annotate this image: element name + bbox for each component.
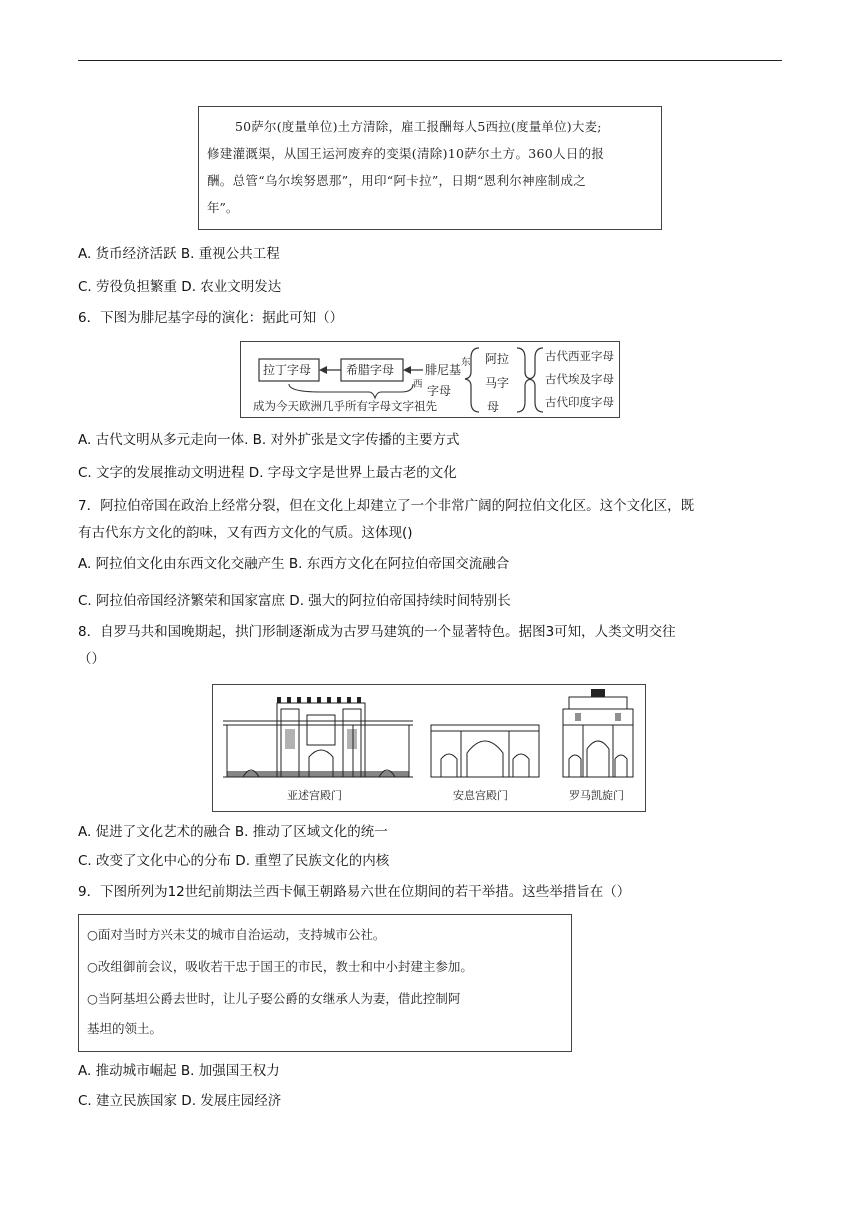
q8-gate-figure (212, 684, 646, 812)
q7-stem-line-1: 7．阿拉伯帝国在政治上经常分裂，但在文化上却建立了一个非常广阔的阿拉伯文化区。这个文化区，既 (78, 498, 695, 514)
q8-stem-line-1: 8．自罗马共和国晚期起，拱门形制逐渐成为古罗马建筑的一个显著特色。据图3可知，人类文明交往 (78, 624, 676, 640)
q8-caption-assyrian: 亚述宫殿门 (287, 789, 342, 802)
q8-option-cd: C. 改变了文化中心的分布 D. 重塑了民族文化的内核 (78, 853, 390, 869)
q6-source-label: 古代西亚字母 (545, 349, 614, 363)
q9-measures-box (78, 914, 572, 1052)
q5-record-line: 50萨尔(度量单位)土方清除，雇工报酬每人5西拉(度量单位)大麦; (235, 119, 602, 134)
q6-aramaic-label: 阿拉 (485, 352, 510, 366)
q5-record-line: 年”。 (207, 200, 239, 215)
q6-stem: 6．下图为腓尼基字母的演化：据此可知（） (78, 310, 344, 326)
q5-record-box (198, 106, 662, 230)
q8-option-ab: A. 促进了文化艺术的融合 B. 推动了区域文化的统一 (78, 824, 388, 840)
q6-source-label: 古代印度字母 (545, 395, 614, 409)
q6-note: 成为今天欧洲几乎所有字母文字祖先 (253, 399, 437, 413)
q5-option-ab: A. 货币经济活跃 B. 重视公共工程 (78, 246, 280, 262)
q6-option-ab: A. 古代文明从多元走向一体. B. 对外扩张是文字传播的主要方式 (78, 432, 460, 448)
q9-box-line: ○面对当时方兴未艾的城市自治运动，支持城市公社。 (87, 927, 386, 942)
q6-west-label: 西 (413, 379, 423, 390)
q8-caption-roman: 罗马凯旋门 (569, 789, 624, 802)
q8-caption-parthian: 安息宫殿门 (453, 789, 508, 802)
q6-latin-box-label: 拉丁字母 (263, 363, 312, 377)
q9-box-line: ○当阿基坦公爵去世时，让儿子娶公爵的女继承人为妻，借此控制阿 (87, 991, 461, 1006)
q6-phoenician-label: 腓尼基 (425, 363, 462, 377)
q9-box-line: 基坦的领土。 (87, 1021, 163, 1036)
q5-record-line: 修建灌溉渠，从国王运河废弃的变渠(清除)10萨尔土方。360人日的报 (207, 146, 605, 161)
q8-stem-line-2: （） (78, 651, 105, 667)
q9-option-ab: A. 推动城市崛起 B. 加强国王权力 (78, 1063, 280, 1079)
q6-phoenician-label-2: 字母 (427, 384, 452, 398)
q6-option-cd: C. 文字的发展推动文明进程 D. 字母文字是世界上最古老的文化 (78, 465, 457, 481)
q7-option-ab: A. 阿拉伯文化由东西文化交融产生 B. 东西方文化在阿拉伯帝国交流融合 (78, 556, 510, 572)
q6-alphabet-diagram (240, 341, 620, 418)
q6-aramaic-label: 马字 (485, 376, 510, 390)
q9-stem: 9．下图所列为12世纪前期法兰西卡佩王朝路易六世在位期间的若干举措。这些举措旨在（） (78, 884, 631, 900)
q9-box-line: ○改组御前会议，吸收若干忠于国王的市民，教士和中小封建主参加。 (87, 959, 473, 974)
q6-source-label: 古代埃及字母 (545, 372, 614, 386)
q7-stem-line-2: 有古代东方文化的韵味，又有西方文化的气质。这体现() (78, 525, 413, 541)
q7-option-cd: C. 阿拉伯帝国经济繁荣和国家富庶 D. 强大的阿拉伯帝国持续时间特别长 (78, 593, 511, 609)
q5-option-cd: C. 劳役负担繁重 D. 农业文明发达 (78, 279, 282, 295)
q6-greek-box-label: 希腊字母 (346, 363, 395, 377)
q6-east-label: 东 (461, 357, 471, 368)
header-rule (78, 60, 782, 61)
q6-aramaic-label: 母 (487, 400, 500, 414)
q9-option-cd: C. 建立民族国家 D. 发展庄园经济 (78, 1093, 282, 1109)
q5-record-line: 酬。总管“乌尔埃努恩那”，用印“阿卡拉”，日期“恩利尔神座制成之 (207, 173, 587, 188)
